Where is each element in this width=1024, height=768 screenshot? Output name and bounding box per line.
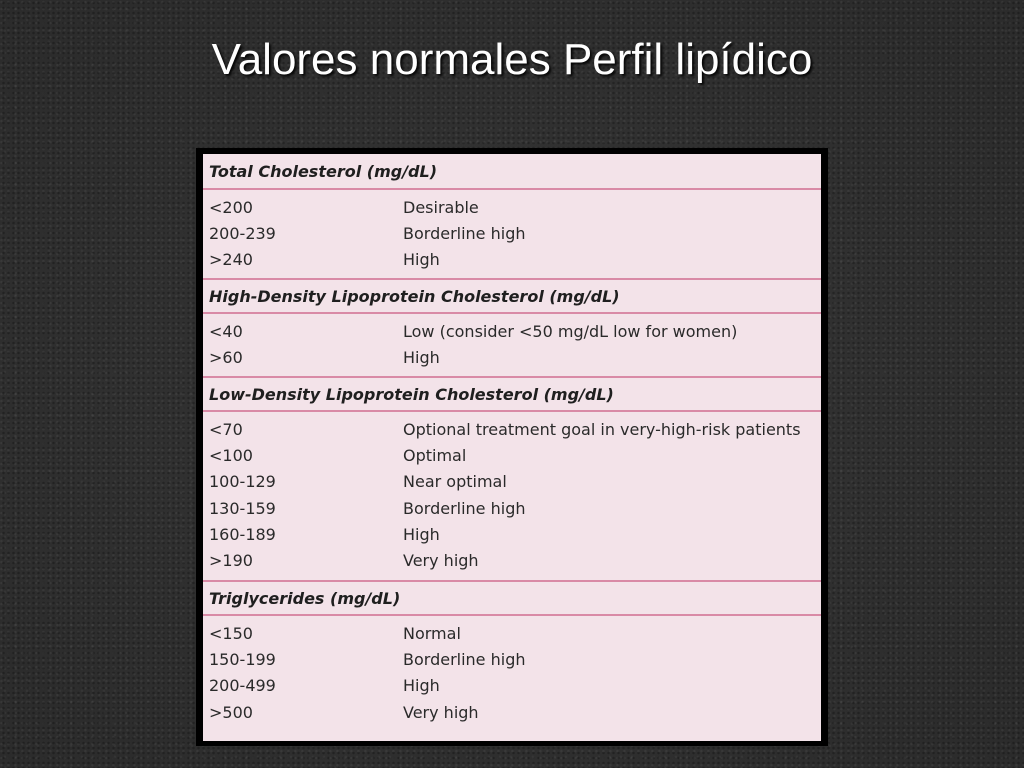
table-row	[203, 646, 821, 672]
classification-label: High	[403, 524, 440, 544]
classification-label: Optimal	[403, 445, 467, 465]
range-value: >240	[209, 250, 253, 270]
classification-label: High	[403, 250, 440, 270]
classification-label: Very high	[403, 551, 479, 571]
table-row	[203, 495, 821, 521]
classification-label: Borderline high	[403, 498, 526, 518]
lipid-reference-table	[196, 148, 828, 746]
table-row	[203, 194, 821, 220]
table-row	[203, 318, 821, 344]
table-row	[203, 521, 821, 547]
section-triglycerides	[203, 616, 821, 734]
range-value: 100-129	[209, 472, 276, 492]
table-row	[203, 344, 821, 370]
range-value: 150-199	[209, 649, 276, 669]
section-header-hdl-cholesterol: High-Density Lipoprotein Cholesterol (mg/dL)	[203, 278, 821, 314]
range-value: 200-499	[209, 676, 276, 696]
section-header-ldl-cholesterol: Low-Density Lipoprotein Cholesterol (mg/dL)	[203, 376, 821, 412]
classification-label: Borderline high	[403, 649, 526, 669]
range-value: 130-159	[209, 498, 276, 518]
table-row	[203, 620, 821, 646]
table-row	[203, 469, 821, 495]
table-row	[203, 699, 821, 725]
classification-label: Desirable	[403, 197, 479, 217]
range-value: <100	[209, 445, 253, 465]
range-value: >190	[209, 551, 253, 571]
classification-label: Optional treatment goal in very-high-risk patients	[403, 419, 801, 439]
section-header-triglycerides: Triglycerides (mg/dL)	[203, 580, 821, 616]
range-value: <40	[209, 321, 243, 341]
table-body	[203, 154, 821, 741]
classification-label: Near optimal	[403, 472, 507, 492]
slide-title: Valores normales Perfil lipídico	[211, 35, 813, 84]
classification-label: Very high	[403, 702, 479, 722]
classification-label: High	[403, 676, 440, 696]
table-row	[203, 220, 821, 246]
section-ldl-cholesterol	[203, 412, 821, 580]
range-value: 200-239	[209, 223, 276, 243]
section-header-total-cholesterol: Total Cholesterol (mg/dL)	[203, 154, 821, 190]
table-row	[203, 247, 821, 273]
range-value: >500	[209, 702, 253, 722]
table-row	[203, 416, 821, 442]
range-value: <200	[209, 197, 253, 217]
classification-label: High	[403, 347, 440, 367]
range-value: >60	[209, 347, 243, 367]
classification-label: Low (consider <50 mg/dL low for women)	[403, 321, 738, 341]
classification-label: Borderline high	[403, 223, 526, 243]
range-value: 160-189	[209, 524, 276, 544]
section-total-cholesterol	[203, 190, 821, 278]
range-value: <70	[209, 419, 243, 439]
classification-label: Normal	[403, 623, 461, 643]
table-row	[203, 673, 821, 699]
range-value: <150	[209, 623, 253, 643]
table-row	[203, 442, 821, 468]
section-hdl-cholesterol	[203, 314, 821, 376]
table-row	[203, 547, 821, 573]
